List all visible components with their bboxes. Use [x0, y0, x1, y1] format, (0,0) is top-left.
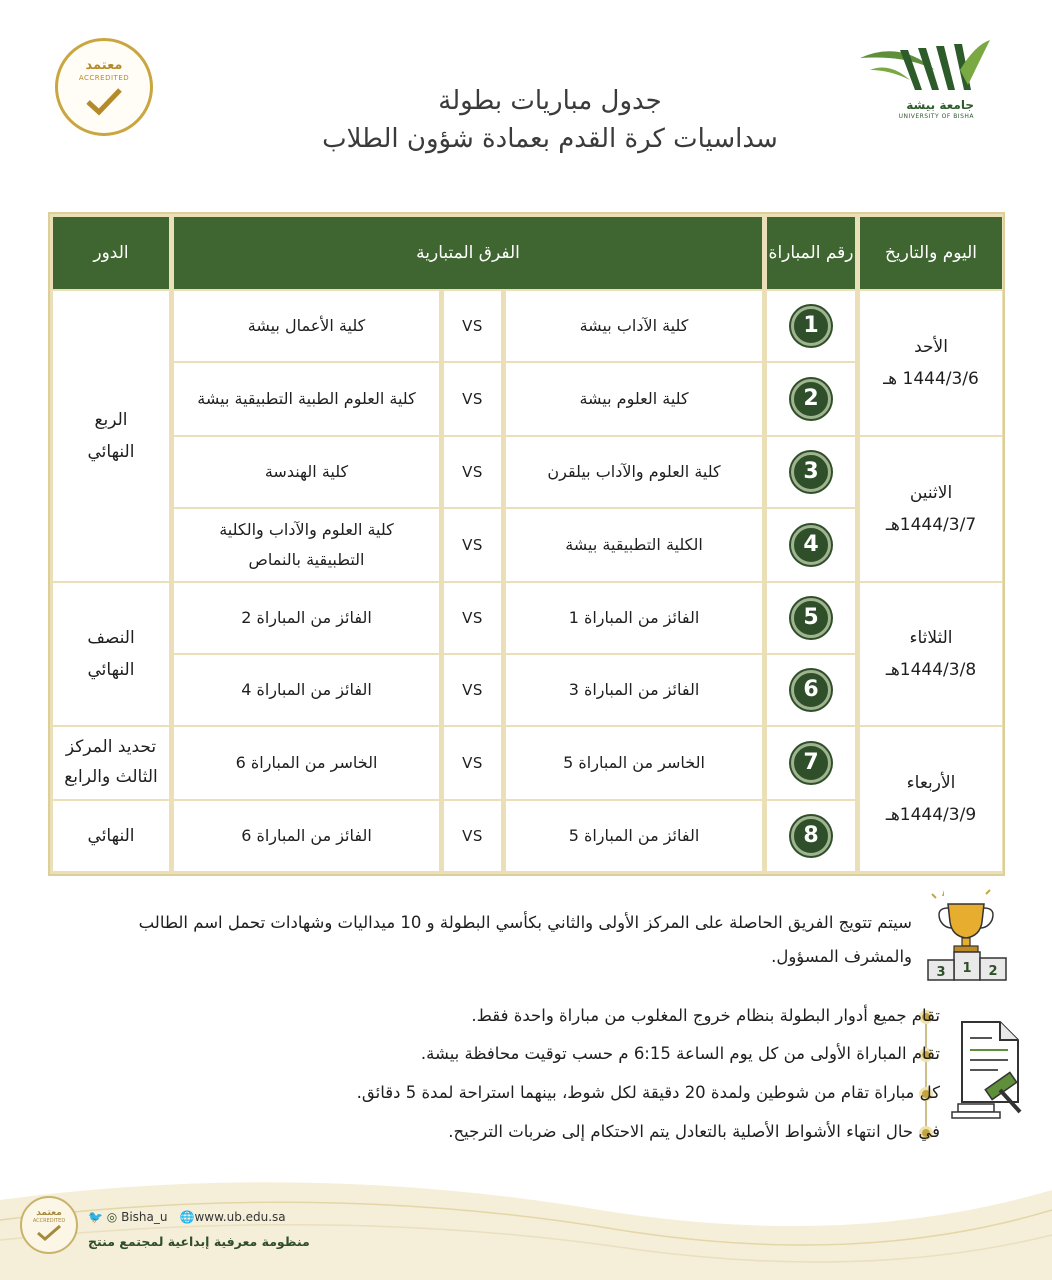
match-number-badge: 2	[791, 379, 831, 419]
team-a-cell: كلية العلوم والآداب بيلقرن	[506, 437, 762, 507]
checkmark-icon	[84, 86, 124, 116]
team-b-cell: كلية الهندسة	[174, 437, 439, 507]
team-b-cell: كلية العلوم والآداب والكلية التطبيقية بالنماص	[174, 509, 439, 581]
match-number-cell	[767, 509, 855, 581]
website-url: www.ub.edu.sa	[194, 1210, 286, 1224]
vs-label: VS	[444, 291, 501, 361]
day-cell	[860, 291, 1002, 435]
footer-accreditation-seal	[20, 1196, 78, 1254]
seal-text-en: ACCREDITED	[78, 74, 130, 82]
rule-item: كل مباراة تقام من شوطين ولمدة 20 دقيقة لكل شوط، بينهما استراحة لمدة 5 دقائق.	[356, 1083, 940, 1102]
match-number-cell	[767, 801, 855, 871]
team-a-cell: الكلية التطبيقية بيشة	[506, 509, 762, 581]
team-b-cell: كلية الأعمال بيشة	[174, 291, 439, 361]
match-number-badge: 1	[791, 306, 831, 346]
vs-label: VS	[444, 801, 501, 871]
match-number-cell	[767, 583, 855, 653]
day-name: الاثنين	[909, 482, 953, 503]
day-date: 1444/3/8هـ	[885, 660, 977, 680]
vs-label: VS	[444, 509, 501, 581]
team-b-cell: الفائز من المباراة 6	[174, 801, 439, 871]
header-round: الدور	[53, 217, 169, 289]
team-a-cell: الخاسر من المباراة 5	[506, 727, 762, 799]
podium-third-label: 3	[936, 965, 946, 980]
round-cell: تحديد المركز الثالث والرابع	[53, 727, 169, 799]
team-a-cell: الفائز من المباراة 1	[506, 583, 762, 653]
globe-icon: 🌐	[179, 1210, 195, 1224]
match-number-cell	[767, 727, 855, 799]
podium-first-label: 1	[962, 961, 972, 976]
team-a-cell: الفائز من المباراة 5	[506, 801, 762, 871]
round-cell: الربع النهائي	[53, 291, 169, 581]
match-number-cell	[767, 291, 855, 361]
grass-logo-icon	[860, 40, 990, 95]
match-number-badge: 5	[791, 598, 831, 638]
rule-item: تقام المباراة الأولى من كل يوم الساعة 6:15 م حسب توقيت محافظة بيشة.	[420, 1044, 940, 1063]
day-cell	[860, 583, 1002, 725]
university-logo	[862, 40, 1012, 120]
university-name-en: UNIVERSITY OF BISHA	[898, 113, 974, 120]
team-a-cell: كلية العلوم بيشة	[506, 363, 762, 435]
matches-table	[48, 212, 1005, 876]
footer-links	[88, 1210, 286, 1224]
vs-label: VS	[444, 437, 501, 507]
podium-second-label: 2	[988, 964, 998, 979]
match-number-badge: 4	[791, 525, 831, 565]
day-cell	[860, 437, 1002, 581]
footer-seal-text-ar: معتمد	[36, 1208, 62, 1218]
header-match-number: رقم المباراة	[767, 217, 855, 289]
vs-label: VS	[444, 363, 501, 435]
university-name-ar: جامعة بيشة	[906, 98, 974, 112]
awards-note: سيتم تتويج الفريق الحاصلة على المركز الأولى والثاني بكأسي البطولة و 10 ميداليات وشهادات تحمل اسم الطالب والمشرف المسؤول.	[138, 913, 912, 966]
rule-item: تقام جميع أدوار البطولة بنظام خروج المغلوب من مباراة واحدة فقط.	[471, 1006, 940, 1025]
round-cell: النهائي	[53, 801, 169, 871]
twitter-link[interactable]	[88, 1210, 167, 1224]
match-number-cell	[767, 437, 855, 507]
team-b-cell: كلية العلوم الطبية التطبيقية بيشة	[174, 363, 439, 435]
twitter-icon: 🐦	[88, 1210, 103, 1224]
bullet-connector	[925, 1014, 927, 1136]
accreditation-seal	[55, 38, 153, 136]
page-title-line1: جدول مباريات بطولة	[438, 86, 662, 116]
match-number-cell	[767, 655, 855, 725]
instagram-icon: ◎	[106, 1210, 118, 1224]
round-cell: النصف النهائي	[53, 583, 169, 725]
rule-item: في حال انتهاء الأشواط الأصلية بالتعادل يتم الاحتكام إلى ضربات الترجيح.	[448, 1122, 940, 1141]
header-teams: الفرق المتبارية	[174, 217, 762, 289]
vs-label: VS	[444, 727, 501, 799]
day-date: 1444/3/7هـ	[885, 515, 977, 535]
match-number-badge: 6	[791, 670, 831, 710]
header-day-date: اليوم والتاريخ	[860, 217, 1002, 289]
document-gavel-icon	[948, 1018, 1030, 1122]
team-b-cell: الفائز من المباراة 4	[174, 655, 439, 725]
vs-label: VS	[444, 655, 501, 725]
day-name: الأربعاء	[906, 772, 956, 793]
twitter-handle: Bisha_u	[121, 1210, 168, 1224]
footer-slogan: منظومة معرفية إبداعية لمجتمع منتج	[88, 1234, 310, 1249]
team-b-cell: الفائز من المباراة 2	[174, 583, 439, 653]
page-title-line2: سداسيات كرة القدم بعمادة شؤون الطلاب	[322, 124, 778, 154]
footer-seal-text-en: ACCREDITED	[32, 1218, 66, 1224]
match-number-badge: 3	[791, 452, 831, 492]
day-cell	[860, 727, 1002, 871]
team-a-cell: الفائز من المباراة 3	[506, 655, 762, 725]
footer-checkmark-icon	[36, 1224, 62, 1242]
day-date: 1444/3/6 هـ	[883, 369, 979, 389]
day-name: الثلاثاء	[909, 627, 953, 648]
day-date: 1444/3/9هـ	[885, 805, 977, 825]
trophy-podium-icon	[926, 888, 1008, 982]
day-name: الأحد	[914, 336, 948, 357]
match-number-badge: 7	[791, 743, 831, 783]
seal-text-ar: معتمد	[85, 58, 123, 73]
team-b-cell: الخاسر من المباراة 6	[174, 727, 439, 799]
match-number-cell	[767, 363, 855, 435]
team-a-cell: كلية الآداب بيشة	[506, 291, 762, 361]
website-link[interactable]	[179, 1210, 285, 1224]
match-number-badge: 8	[791, 816, 831, 856]
vs-label: VS	[444, 583, 501, 653]
